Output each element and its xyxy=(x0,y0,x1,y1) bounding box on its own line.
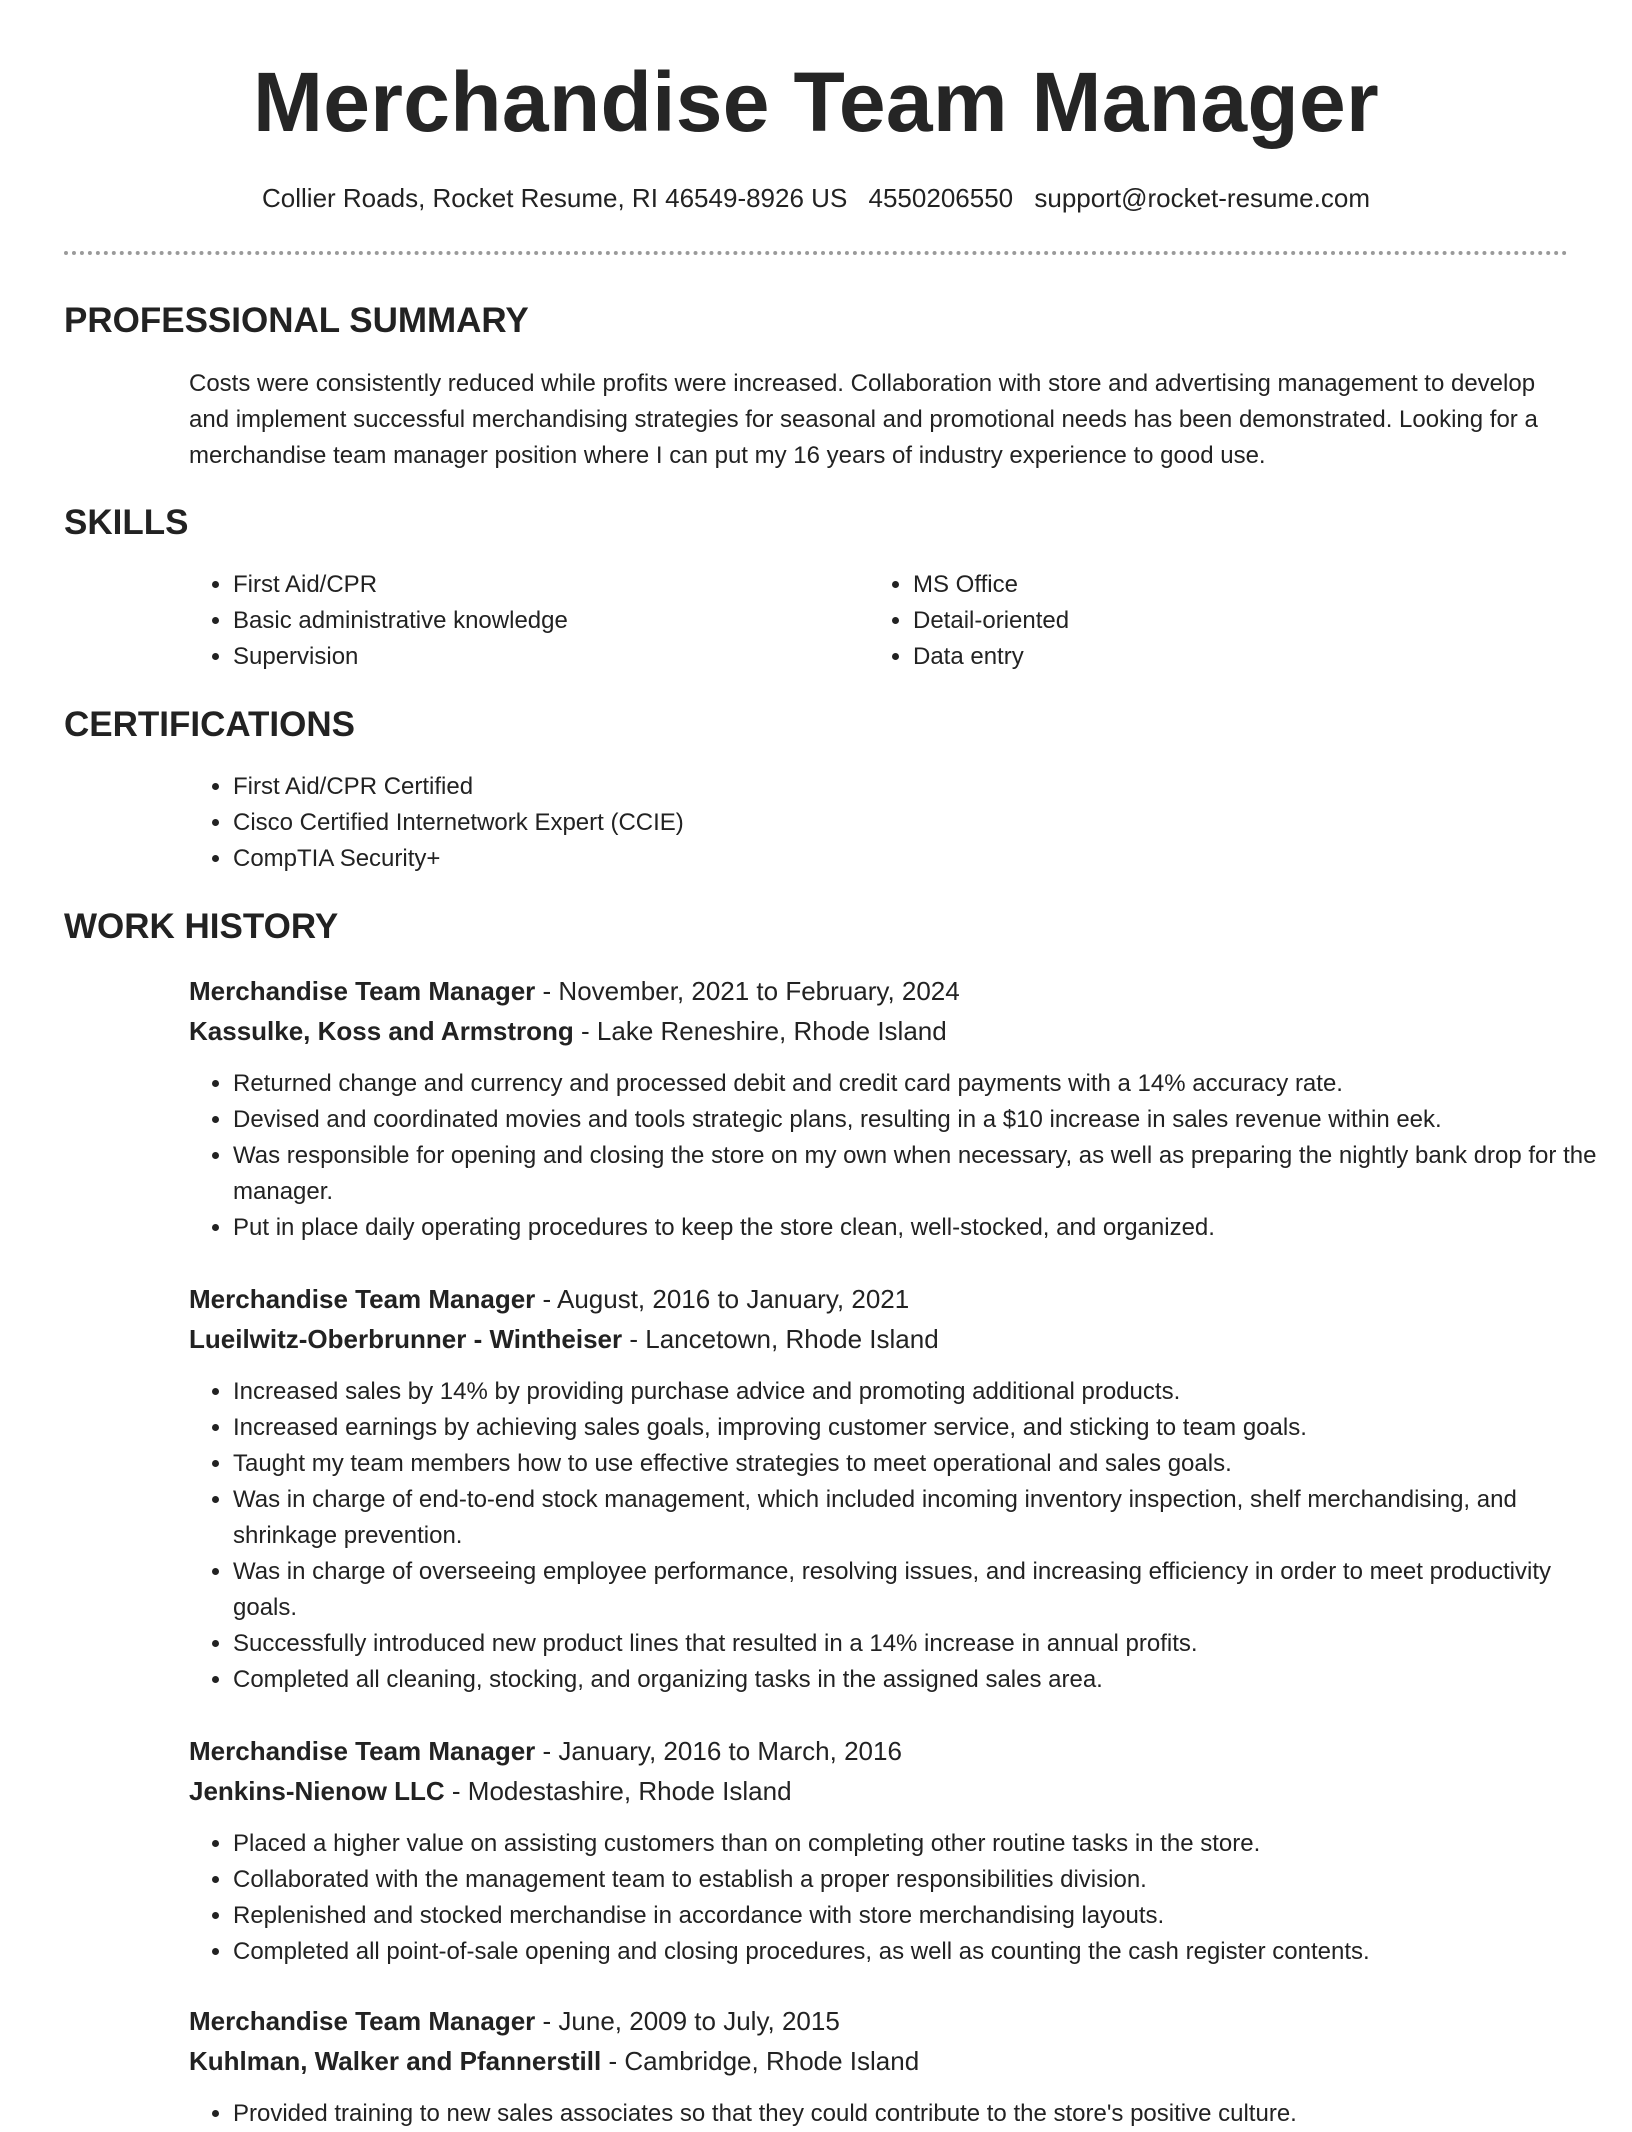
job-bullets xyxy=(189,1066,1613,1246)
header-divider xyxy=(64,251,1568,255)
job-company: Lueilwitz-Oberbrunner - Wintheiser xyxy=(189,1324,623,1354)
job-dates: - November, 2021 to February, 2024 xyxy=(535,976,960,1006)
job-company-line xyxy=(189,1773,792,1809)
contact-address: Collier Roads, Rocket Resume, RI 46549-8926 US xyxy=(262,183,848,213)
resume-title: Merchandise Team Manager xyxy=(252,55,1380,149)
job-bullet: • Was responsible for opening and closing the store on my own when necessary, as well as preparing the nightly bank drop for the manager. xyxy=(233,1138,1613,1210)
certification-item: • CompTIA Security+ xyxy=(233,841,1233,877)
job-bullet: • Successfully introduced new product lines that resulted in a 14% increase in annual profits. xyxy=(233,1626,1613,1662)
job-location: - Cambridge, Rhode Island xyxy=(601,2046,920,2076)
job-dates: - June, 2009 to July, 2015 xyxy=(535,2006,840,2036)
job-title-line xyxy=(189,973,960,1009)
skill-item: • First Aid/CPR xyxy=(233,567,833,603)
skill-item: • MS Office xyxy=(913,567,1513,603)
job-bullet: • Put in place daily operating procedures to keep the store clean, well-stocked, and organized. xyxy=(233,1210,1613,1246)
job-dates: - August, 2016 to January, 2021 xyxy=(535,1284,910,1314)
skills-list-right xyxy=(869,567,1513,675)
job-bullet: • Devised and coordinated movies and tools strategic plans, resulting in a $10 increase in sales revenue within eek. xyxy=(233,1102,1613,1138)
job-title: Merchandise Team Manager xyxy=(189,1284,536,1314)
job-bullet: • Was in charge of end-to-end stock management, which included incoming inventory inspection, shelf merchandising, and shrinkage prevention. xyxy=(233,1482,1613,1554)
certifications-list xyxy=(189,769,1233,877)
job-bullet: • Collaborated with the management team to establish a proper responsibilities division. xyxy=(233,1862,1613,1898)
job-dates: - January, 2016 to March, 2016 xyxy=(535,1736,902,1766)
job-title-line xyxy=(189,2003,840,2039)
job-title-line xyxy=(189,1733,902,1769)
job-bullet: • Completed all cleaning, stocking, and organizing tasks in the assigned sales area. xyxy=(233,1662,1613,1698)
job-title-line xyxy=(189,1281,909,1317)
skills-heading: SKILLS xyxy=(64,503,189,542)
job-bullet: • Completed all point-of-sale opening and closing procedures, as well as counting the cash register contents. xyxy=(233,1934,1613,1970)
job-bullet: • Increased sales by 14% by providing purchase advice and promoting additional products. xyxy=(233,1374,1613,1410)
skill-item: • Supervision xyxy=(233,639,833,675)
summary-text: Costs were consistently reduced while profits were increased. Collaboration with store and advertising management to develop and implement successful merchandising strategies for seasonal and promotional needs has been demonstrated. Looking for a merchandise team manager position where I can put my 16 years of industry experience to good use. xyxy=(189,370,1538,469)
job-location: - Modestashire, Rhode Island xyxy=(444,1776,792,1806)
skills-list-left xyxy=(189,567,833,675)
job-title: Merchandise Team Manager xyxy=(189,976,536,1006)
skill-item: • Basic administrative knowledge xyxy=(233,603,833,639)
job-company-line xyxy=(189,2043,919,2079)
contact-email: support@rocket-resume.com xyxy=(1034,183,1370,213)
job-title: Merchandise Team Manager xyxy=(189,2006,536,2036)
job-location: - Lancetown, Rhode Island xyxy=(622,1324,939,1354)
work-history-heading: WORK HISTORY xyxy=(64,907,339,946)
certification-item: • First Aid/CPR Certified xyxy=(233,769,1233,805)
job-company: Jenkins-Nienow LLC xyxy=(189,1776,445,1806)
certification-item: • Cisco Certified Internetwork Expert (CCIE) xyxy=(233,805,1233,841)
job-title: Merchandise Team Manager xyxy=(189,1736,536,1766)
job-location: - Lake Reneshire, Rhode Island xyxy=(573,1016,947,1046)
summary-heading: PROFESSIONAL SUMMARY xyxy=(64,301,529,340)
skill-item: • Data entry xyxy=(913,639,1513,675)
job-company-line xyxy=(189,1321,939,1357)
job-bullet: • Returned change and currency and processed debit and credit card payments with a 14% accuracy rate. xyxy=(233,1066,1613,1102)
job-bullet: • Was in charge of overseeing employee performance, resolving issues, and increasing efficiency in order to meet productivity goals. xyxy=(233,1554,1613,1626)
skill-item: • Detail-oriented xyxy=(913,603,1513,639)
job-bullets xyxy=(189,1826,1613,1970)
job-bullet: • Provided training to new sales associates so that they could contribute to the store's positive culture. xyxy=(233,2096,1613,2132)
contact-line xyxy=(0,180,1632,216)
job-bullets xyxy=(189,2096,1613,2132)
job-company: Kuhlman, Walker and Pfannerstill xyxy=(189,2046,602,2076)
job-bullets xyxy=(189,1374,1613,1698)
job-bullet: • Placed a higher value on assisting customers than on completing other routine tasks in the store. xyxy=(233,1826,1613,1862)
certifications-heading: CERTIFICATIONS xyxy=(64,705,356,744)
job-bullet: • Replenished and stocked merchandise in accordance with store merchandising layouts. xyxy=(233,1898,1613,1934)
job-bullet: • Taught my team members how to use effective strategies to meet operational and sales goals. xyxy=(233,1446,1613,1482)
contact-phone: 4550206550 xyxy=(868,183,1014,213)
job-bullet: • Increased earnings by achieving sales goals, improving customer service, and sticking to team goals. xyxy=(233,1410,1613,1446)
job-company: Kassulke, Koss and Armstrong xyxy=(189,1016,574,1046)
job-company-line xyxy=(189,1013,947,1049)
